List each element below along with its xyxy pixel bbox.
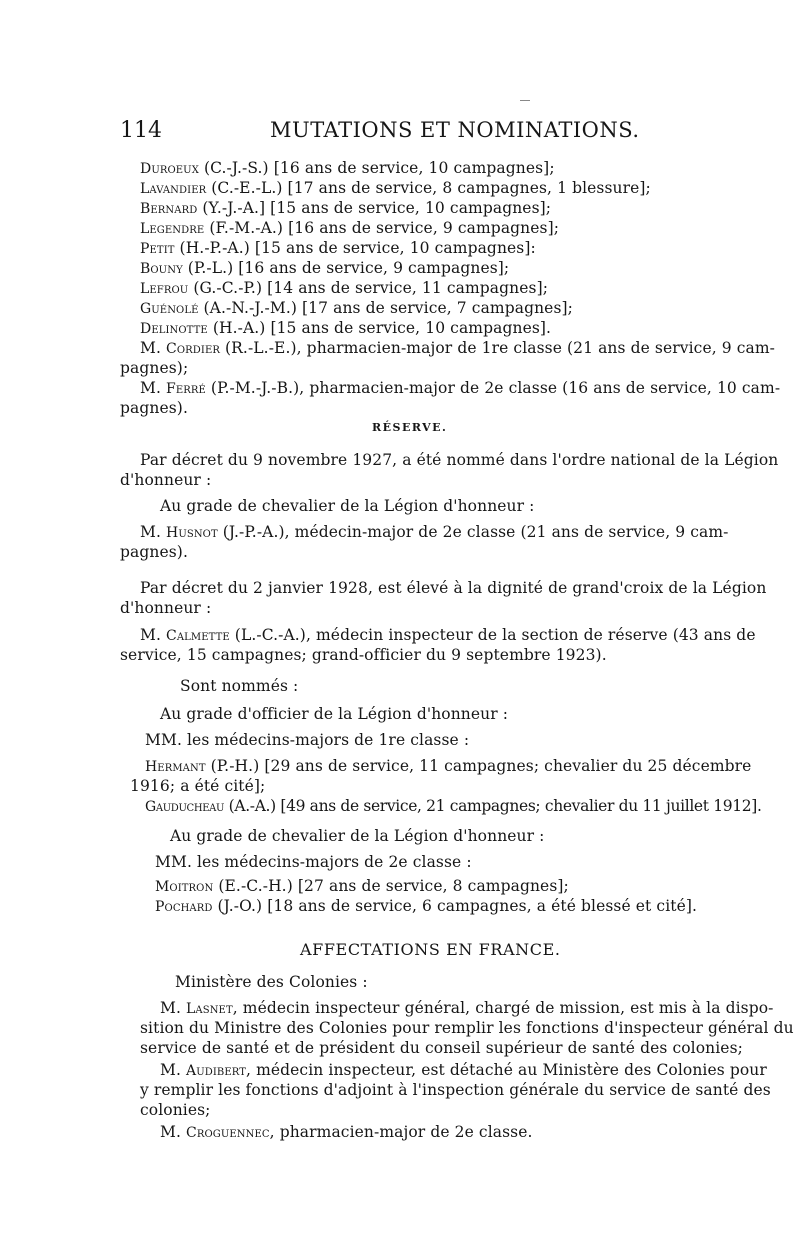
line-text: (Y.-J.-A.] [15 ans de service, 10 campagnes]; xyxy=(197,199,552,217)
text-line xyxy=(120,358,700,378)
line-text: (A.-A.) [49 ans de service, 21 campagnes; chevalier du 11 juillet 1912]. xyxy=(224,797,762,815)
line-text: 1916; a été cité]; xyxy=(130,777,266,795)
text-line xyxy=(120,398,700,418)
person-name: Cordier xyxy=(166,341,220,357)
text-line xyxy=(155,896,700,917)
line-text: Ministère des Colonies : xyxy=(175,973,368,991)
text-line xyxy=(120,645,700,665)
text-line xyxy=(140,1100,700,1120)
subheading xyxy=(160,496,700,516)
line-text: service, 15 campagnes; grand-officier du 9 septembre 1923). xyxy=(120,646,607,664)
line-text: Sont nommés : xyxy=(180,677,299,695)
text-line xyxy=(140,298,700,319)
line-text: (F.-M.-A.) [16 ans de service, 9 campagnes]; xyxy=(204,219,560,237)
text-line xyxy=(140,238,700,259)
person-name: Bouny xyxy=(140,261,183,277)
line-text: (G.-C.-P.) [14 ans de service, 11 campagnes]; xyxy=(188,279,549,297)
line-text: (C.-E.-L.) [17 ans de service, 8 campagnes, 1 blessure]; xyxy=(206,179,651,197)
subheading xyxy=(175,972,700,992)
line-text: (P.-M.-J.-B.), pharmacien-major de 2e classe (16 ans de service, 10 cam- xyxy=(205,379,781,397)
text-line xyxy=(130,776,700,796)
line-text: d'honneur : xyxy=(120,471,212,489)
text-line: M. Lasnet, médecin inspecteur général, chargé de mission, est mis à la dispo- xyxy=(160,999,774,1017)
line-text: (P.-H.) [29 ans de service, 11 campagnes; chevalier du 25 décembre xyxy=(205,757,752,775)
person-name: Husnot xyxy=(166,525,218,541)
line-text: (R.-L.-E.), pharmacien-major de 1re classe (21 ans de service, 9 cam- xyxy=(219,339,776,357)
text-line xyxy=(155,852,700,872)
line-text: MM. les médecins-majors de 2e classe : xyxy=(155,853,472,871)
line-text: (L.-C.-A.), médecin inspecteur de la section de réserve (43 ans de xyxy=(229,626,756,644)
line-text: (H.-P.-A.) [15 ans de service, 10 campagnes]: xyxy=(174,239,536,257)
line-text: , pharmacien-major de 2e classe. xyxy=(269,1123,533,1141)
text-line: M. Calmette (L.-C.-A.), médecin inspecteur de la section de réserve (43 ans de xyxy=(140,626,756,644)
text-line xyxy=(140,1018,794,1038)
line-text: Par décret du 9 novembre 1927, a été nommé dans l'ordre national de la Légion xyxy=(140,451,779,469)
running-head: MUTATIONS ET NOMINATIONS. xyxy=(270,118,640,142)
text-line: M. Ferré (P.-M.-J.-B.), pharmacien-major de 2e classe (16 ans de service, 10 cam- xyxy=(140,379,781,397)
person-name: Hermant xyxy=(145,759,206,775)
line-text: Au grade d'officier de la Légion d'honneur : xyxy=(160,705,509,723)
subheading xyxy=(170,826,700,846)
subheading xyxy=(180,676,700,696)
text-line xyxy=(140,218,700,239)
line-text: , médecin inspecteur, est détaché au Ministère des Colonies pour xyxy=(246,1061,767,1079)
person-name: Duroeux xyxy=(140,161,199,177)
line-text: (C.-J.-S.) [16 ans de service, 10 campagnes]; xyxy=(198,159,555,177)
person-name: Pochard xyxy=(155,899,213,915)
line-text: MM. les médecins-majors de 1re classe : xyxy=(145,731,470,749)
text-line: M. Husnot (J.-P.-A.), médecin-major de 2e classe (21 ans de service, 9 cam- xyxy=(140,523,729,541)
page-number: 114 xyxy=(120,118,162,143)
text-line: M. Croguennec, pharmacien-major de 2e classe. xyxy=(160,1123,533,1141)
person-name: Audibert xyxy=(186,1063,247,1079)
person-name: Lasnet xyxy=(186,1001,233,1017)
text-line xyxy=(140,318,700,339)
line-text: (P.-L.) [16 ans de service, 9 campagnes]; xyxy=(182,259,510,277)
line-text: Par décret du 2 janvier 1928, est élevé à la dignité de grand'croix de la Légion xyxy=(140,579,767,597)
text-line: M. Cordier (R.-L.-E.), pharmacien-major de 1re classe (21 ans de service, 9 cam- xyxy=(140,339,776,357)
text-line xyxy=(140,258,700,279)
section-heading-affectations: AFFECTATIONS EN FRANCE. xyxy=(300,940,561,959)
line-text: (J.-O.) [18 ans de service, 6 campagnes, a été blessé et cité]. xyxy=(212,897,698,915)
text-line xyxy=(120,598,700,618)
person-name: Calmette xyxy=(166,628,230,644)
text-line xyxy=(140,1080,771,1100)
line-text: y remplir les fonctions d'adjoint à l'inspection générale du service de santé des xyxy=(140,1081,771,1099)
line-text: pagnes). xyxy=(120,399,188,417)
line-text: colonies; xyxy=(140,1101,211,1119)
text-line xyxy=(120,542,700,562)
text-line xyxy=(145,756,752,777)
line-text: d'honneur : xyxy=(120,599,212,617)
section-heading-reserve: RÉSERVE. xyxy=(372,421,448,434)
person-name: Lavandier xyxy=(140,181,207,197)
person-name: Petit xyxy=(140,241,175,257)
text-line xyxy=(140,198,700,219)
scan-mark xyxy=(520,100,530,101)
text-line xyxy=(145,730,700,750)
line-text: (J.-P.-A.), médecin-major de 2e classe (21 ans de service, 9 cam- xyxy=(217,523,729,541)
person-name: Lefrou xyxy=(140,281,189,297)
line-text: , médecin inspecteur général, chargé de mission, est mis à la dispo- xyxy=(232,999,774,1017)
text-line xyxy=(140,578,767,598)
person-name: Legendre xyxy=(140,221,205,237)
line-text: (A.-N.-J.-M.) [17 ans de service, 7 campagnes]; xyxy=(198,299,573,317)
line-text: pagnes). xyxy=(120,543,188,561)
person-name: Croguennec xyxy=(186,1125,270,1141)
line-text: (E.-C.-H.) [27 ans de service, 8 campagnes]; xyxy=(213,877,569,895)
text-line: M. Audibert, médecin inspecteur, est détaché au Ministère des Colonies pour xyxy=(160,1061,767,1079)
person-name: Gauducheau xyxy=(145,799,225,815)
text-line xyxy=(120,470,700,490)
text-line xyxy=(145,796,762,817)
line-text: service de santé et de président du conseil supérieur de santé des colonies; xyxy=(140,1039,743,1057)
text-line xyxy=(140,450,779,470)
text-line xyxy=(140,178,720,199)
text-line xyxy=(140,1038,743,1058)
text-line xyxy=(155,876,700,897)
text-line xyxy=(140,278,700,299)
subheading xyxy=(160,704,700,724)
page-header xyxy=(120,118,720,148)
line-text: Au grade de chevalier de la Légion d'honneur : xyxy=(160,497,535,515)
line-text: pagnes); xyxy=(120,359,189,377)
text-line xyxy=(140,158,700,179)
line-text: (H.-A.) [15 ans de service, 10 campagnes]. xyxy=(207,319,552,337)
person-name: Ferré xyxy=(166,381,206,397)
line-text: Au grade de chevalier de la Légion d'honneur : xyxy=(170,827,545,845)
person-name: Moitron xyxy=(155,879,214,895)
person-name: Delinotte xyxy=(140,321,208,337)
person-name: Guénolé xyxy=(140,301,199,317)
line-text: sition du Ministre des Colonies pour remplir les fonctions d'inspecteur général du xyxy=(140,1019,794,1037)
person-name: Bernard xyxy=(140,201,198,217)
